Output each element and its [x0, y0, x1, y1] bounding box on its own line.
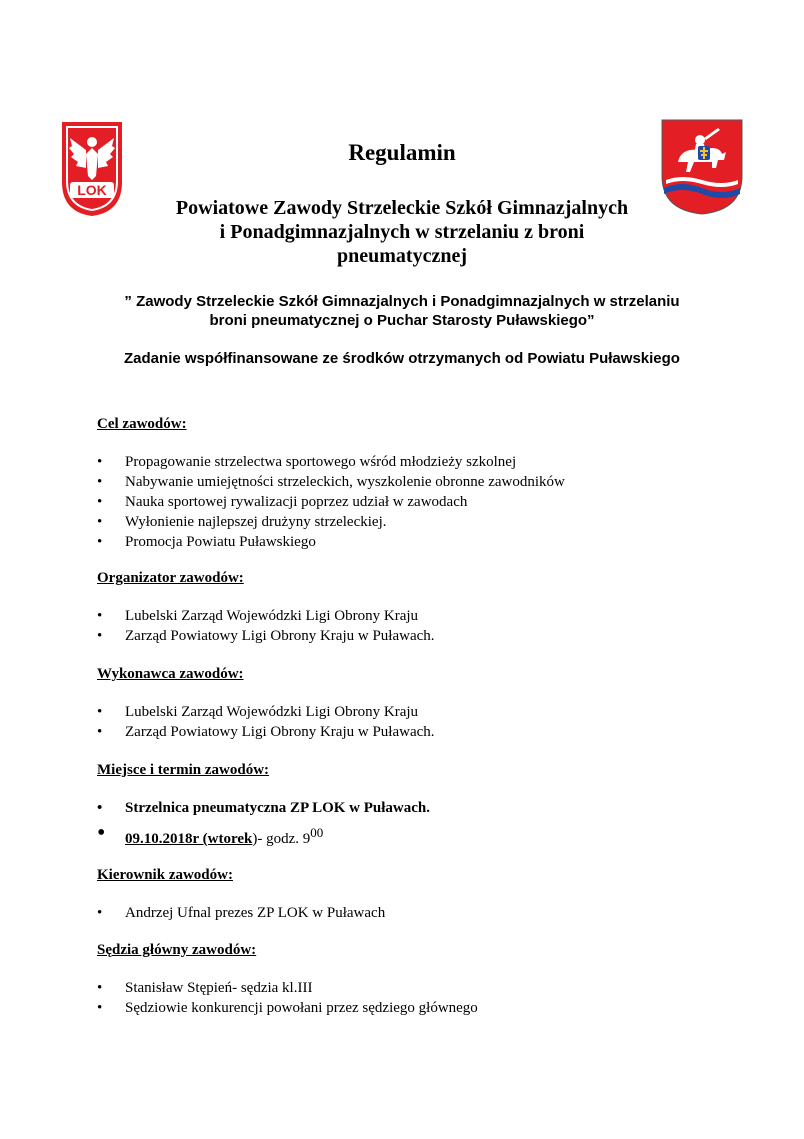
- section-heading-miejsce: Miejsce i termin zawodów:: [97, 762, 270, 778]
- list-item: • Wyłonienie najlepszej drużyny strzeleckiej.: [97, 512, 565, 532]
- event-time-minutes: 00: [310, 825, 324, 840]
- list-organizator: [97, 606, 435, 646]
- quote-line: ” Zawody Strzeleckie Szkół Gimnazjalnych i Ponadgimnazjalnych w strzelaniu: [124, 293, 680, 310]
- section-heading-organizator: Organizator zawodów:: [97, 570, 244, 586]
- list-item-venue: • Strzelnica pneumatyczna ZP LOK w Puławach.: [97, 798, 430, 818]
- section-heading-kierownik: Kierownik zawodów:: [97, 867, 233, 883]
- list-wykonawca: [97, 702, 435, 742]
- page-title: Regulamin: [348, 140, 456, 165]
- subtitle-line: pneumatycznej: [337, 245, 467, 267]
- list-item: • Zarząd Powiatowy Ligi Obrony Kraju w Puławach.: [97, 722, 435, 742]
- section-heading-cel: Cel zawodów:: [97, 416, 187, 432]
- list-item: • Sędziowie konkurencji powołani przez sędziego głównego: [97, 998, 478, 1018]
- list-item: • Zarząd Powiatowy Ligi Obrony Kraju w Puławach.: [97, 626, 435, 646]
- subtitle-line: Powiatowe Zawody Strzeleckie Szkół Gimnazjalnych: [175, 197, 629, 219]
- event-date: 09.10.2018r (wtorek: [125, 831, 253, 847]
- list-cel: [97, 452, 565, 552]
- section-heading-sedzia: Sędzia główny zawodów:: [97, 942, 257, 958]
- competition-name: [60, 292, 744, 330]
- list-sedzia: [97, 978, 478, 1018]
- lok-logo-text: LOK: [77, 182, 107, 198]
- list-miejsce: [97, 798, 430, 852]
- list-item: • Promocja Powiatu Puławskiego: [97, 532, 565, 552]
- list-item: • Lubelski Zarząd Wojewódzki Ligi Obrony Kraju: [97, 606, 435, 626]
- subtitle: [130, 196, 674, 268]
- list-item: • Nabywanie umiejętności strzeleckich, wyszkolenie obronne zawodników: [97, 472, 565, 492]
- list-item: • Propagowanie strzelectwa sportowego wśród młodzieży szkolnej: [97, 452, 565, 472]
- subtitle-line: i Ponadgimnazjalnych w strzelaniu z broni: [219, 221, 585, 243]
- funding-note: Zadanie współfinansowane ze środków otrzymanych od Powiatu Puławskiego: [124, 350, 680, 367]
- list-item: • Andrzej Ufnal prezes ZP LOK w Puławach: [97, 903, 385, 923]
- list-item-date: [97, 820, 430, 852]
- list-item: • Lubelski Zarząd Wojewódzki Ligi Obrony Kraju: [97, 702, 435, 722]
- lok-logo: [58, 120, 126, 218]
- section-heading-wykonawca: Wykonawca zawodów:: [97, 666, 244, 682]
- event-time: )- godz. 9: [252, 831, 311, 847]
- list-item: • Nauka sportowej rywalizacji poprzez udział w zawodach: [97, 492, 565, 512]
- list-kierownik: [97, 903, 385, 923]
- list-item: • Stanisław Stępień- sędzia kl.III: [97, 978, 478, 998]
- quote-line: broni pneumatycznej o Puchar Starosty Puławskiego”: [209, 312, 595, 329]
